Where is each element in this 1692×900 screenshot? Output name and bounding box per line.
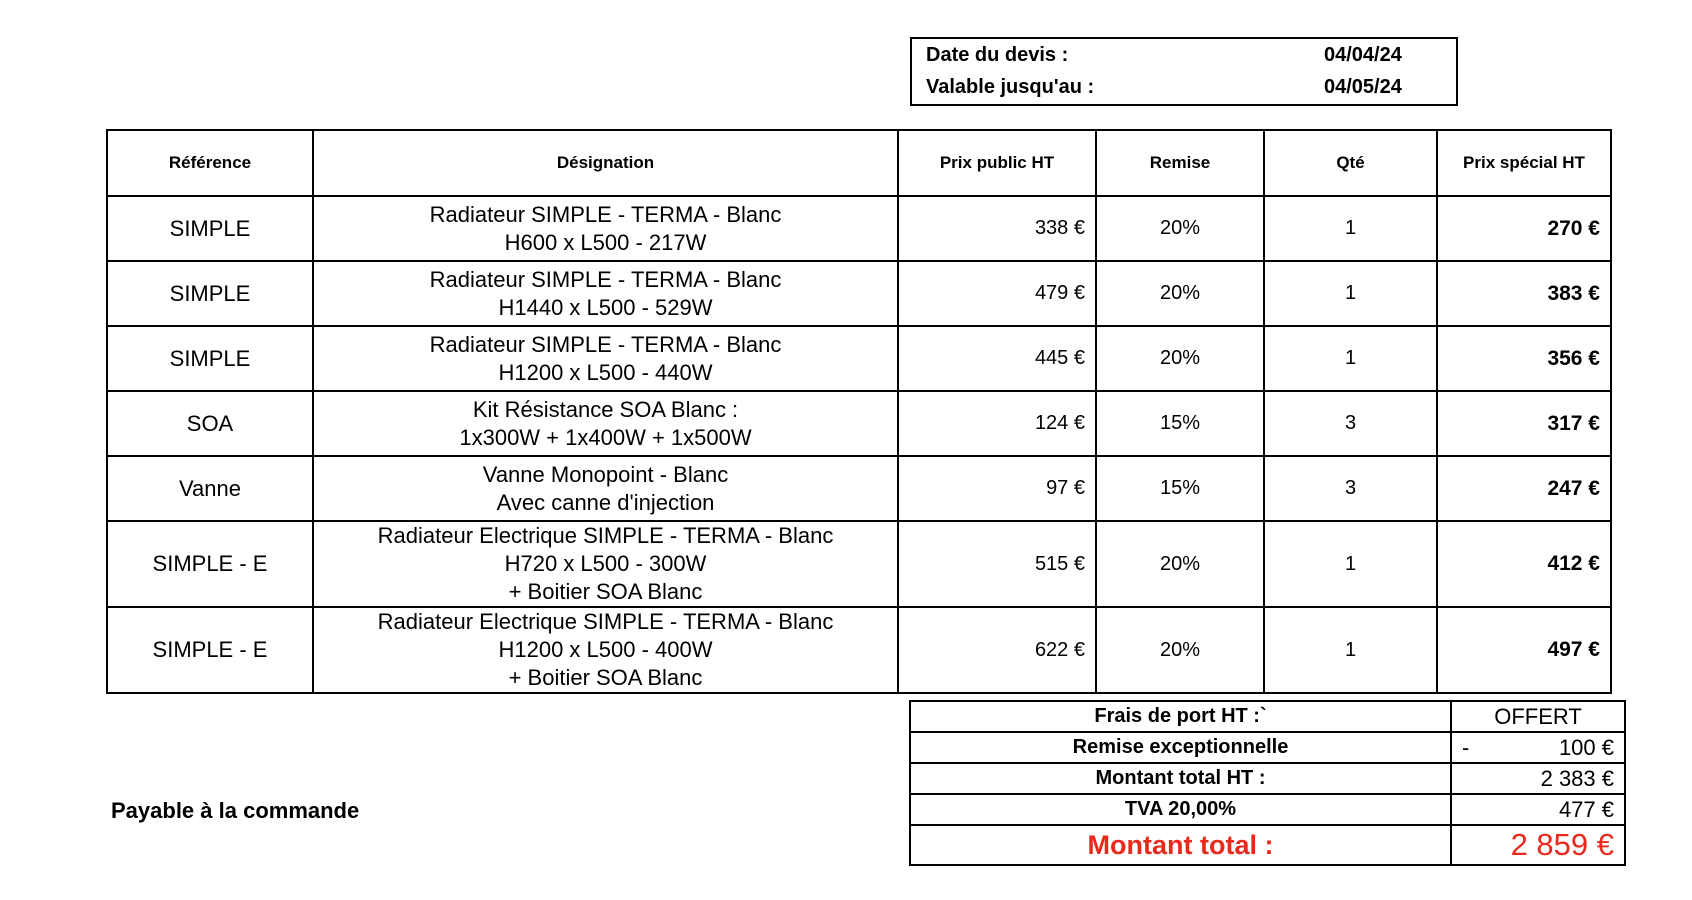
designation-line: Vanne Monopoint - Blanc [482,461,729,487]
cell-designation [313,196,898,261]
designation-line: Radiateur SIMPLE - TERMA - Blanc [429,201,782,227]
designation-line: H720 x L500 - 300W [504,551,707,576]
cell-special-price: 412 € [1437,521,1611,607]
designation-line: Radiateur SIMPLE - TERMA - Blanc [429,331,782,357]
designation-line: H600 x L500 - 217W [504,229,707,255]
designation-line: Radiateur Electrique SIMPLE - TERMA - Blanc [377,609,834,634]
cell-special-price: 497 € [1437,607,1611,693]
cell-designation [313,391,898,456]
exceptional-discount-row [910,732,1625,763]
shipping-row [910,701,1625,732]
cell-quantity: 1 [1264,326,1437,391]
cell-special-price: 317 € [1437,391,1611,456]
header-quantity: Qté [1264,130,1437,196]
cell-reference: SIMPLE [107,196,313,261]
designation-line: H1200 x L500 - 440W [498,359,713,385]
vat-label: TVA 20,00% [910,794,1451,825]
total-ht-label: Montant total HT : [910,763,1451,794]
vat-row [910,794,1625,825]
quote-table-body [107,196,1611,693]
cell-special-price: 383 € [1437,261,1611,326]
cell-discount: 20% [1096,607,1264,693]
quote-dates-box [910,37,1458,106]
header-designation: Désignation [313,130,898,196]
total-ht-value: 2 383 € [1451,763,1625,794]
cell-quantity: 1 [1264,521,1437,607]
valid-until-row [912,71,1456,103]
cell-public-price: 124 € [898,391,1096,456]
valid-until-value: 04/05/24 [1324,76,1402,98]
cell-discount: 20% [1096,196,1264,261]
exceptional-discount-sign: - [1462,734,1470,760]
header-special-price: Prix spécial HT [1437,130,1611,196]
quote-date-row [912,39,1456,71]
cell-public-price: 338 € [898,196,1096,261]
cell-reference: SIMPLE - E [107,607,313,693]
grand-total-label: Montant total : [910,825,1451,865]
quote-date-label: Date du devis : [926,44,1069,66]
quote-table [106,129,1612,694]
table-row [107,326,1611,391]
designation-line: 1x300W + 1x400W + 1x500W [459,424,752,450]
table-header-row [107,130,1611,196]
cell-quantity: 1 [1264,261,1437,326]
cell-reference: SIMPLE [107,261,313,326]
cell-quantity: 1 [1264,607,1437,693]
designation-line: Radiateur Electrique SIMPLE - TERMA - Blanc [377,523,834,548]
table-row [107,391,1611,456]
table-row [107,261,1611,326]
quote-date-value: 04/04/24 [1324,44,1402,66]
header-reference: Référence [107,130,313,196]
cell-discount: 15% [1096,456,1264,521]
exceptional-discount-cell [1451,732,1625,763]
cell-discount: 20% [1096,326,1264,391]
cell-public-price: 622 € [898,607,1096,693]
cell-special-price: 356 € [1437,326,1611,391]
totals-table [909,700,1626,866]
exceptional-discount-label: Remise exceptionnelle [910,732,1451,763]
header-discount: Remise [1096,130,1264,196]
cell-public-price: 445 € [898,326,1096,391]
cell-designation [313,261,898,326]
shipping-value: OFFERT [1451,701,1625,732]
cell-reference: SIMPLE [107,326,313,391]
cell-special-price: 270 € [1437,196,1611,261]
cell-public-price: 515 € [898,521,1096,607]
designation-line: H1440 x L500 - 529W [498,294,713,320]
designation-line: Avec canne d'injection [496,489,715,515]
header-public-price: Prix public HT [898,130,1096,196]
cell-reference: Vanne [107,456,313,521]
table-row [107,521,1611,607]
payment-terms: Payable à la commande [111,798,360,823]
table-row [107,607,1611,693]
grand-total-row [910,825,1625,865]
cell-designation [313,456,898,521]
designation-line: H1200 x L500 - 400W [498,637,713,662]
table-row [107,196,1611,261]
grand-total-value: 2 859 € [1451,825,1625,865]
cell-special-price: 247 € [1437,456,1611,521]
designation-line: Radiateur SIMPLE - TERMA - Blanc [429,266,782,292]
cell-reference: SOA [107,391,313,456]
cell-discount: 20% [1096,521,1264,607]
cell-designation [313,607,898,693]
designation-line: + Boitier SOA Blanc [508,579,703,604]
cell-reference: SIMPLE - E [107,521,313,607]
cell-quantity: 3 [1264,456,1437,521]
vat-value: 477 € [1451,794,1625,825]
designation-line: Kit Résistance SOA Blanc : [472,396,739,422]
exceptional-discount-value: 100 € [1558,734,1614,760]
cell-public-price: 97 € [898,456,1096,521]
cell-discount: 15% [1096,391,1264,456]
designation-line: + Boitier SOA Blanc [508,665,703,690]
cell-designation [313,326,898,391]
valid-until-label: Valable jusqu'au : [926,76,1095,98]
cell-designation [313,521,898,607]
cell-public-price: 479 € [898,261,1096,326]
table-row [107,456,1611,521]
shipping-label: Frais de port HT :` [910,701,1451,732]
cell-quantity: 3 [1264,391,1437,456]
cell-quantity: 1 [1264,196,1437,261]
cell-discount: 20% [1096,261,1264,326]
total-ht-row [910,763,1625,794]
